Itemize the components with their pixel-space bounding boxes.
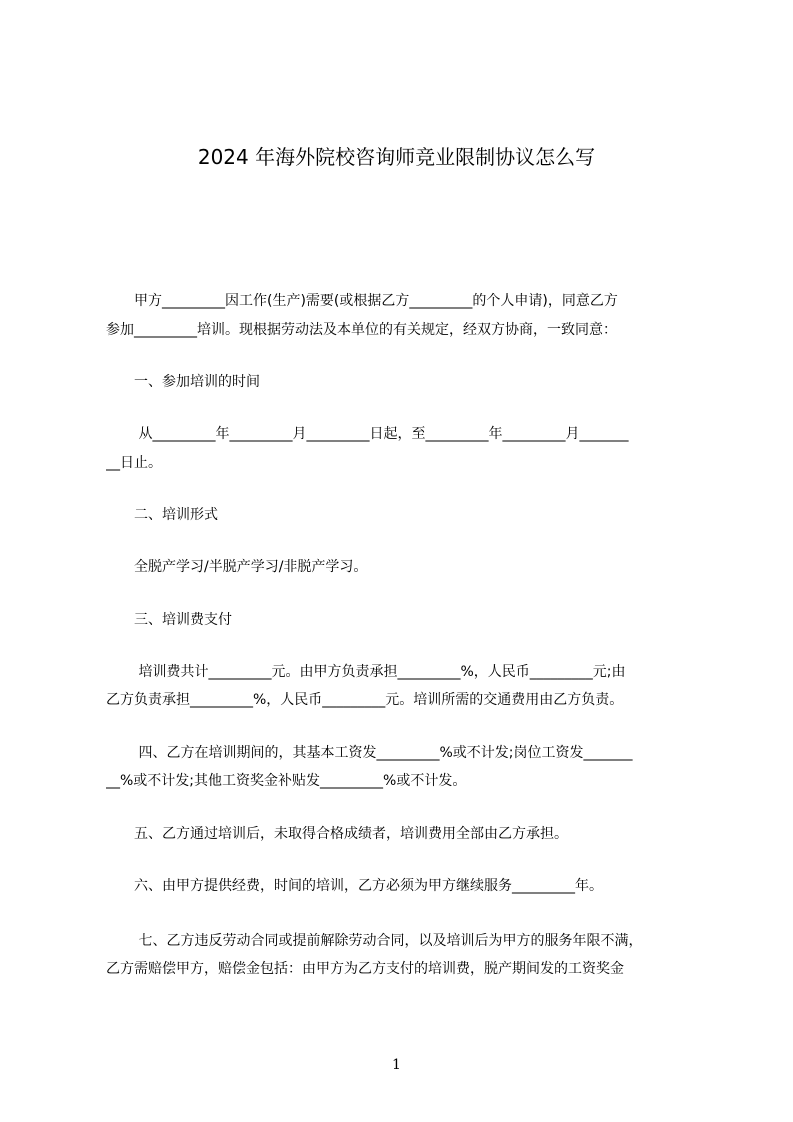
section-fail-clause: 五、乙方通过培训后，未取得合格成绩者，培训费用全部由乙方承担。 xyxy=(106,826,568,842)
section-wage-line-2: __%或不计发;其他工资奖金补贴发_________%或不计发。 xyxy=(106,773,467,789)
section-wage-line-1: 四、乙方在培训期间的，其基本工资发_________%或不计发;岗位工资发_______ xyxy=(106,745,633,761)
section-form-body: 全脱产学习/半脱产学习/非脱产学习。 xyxy=(106,559,368,575)
document-title: 2024 年海外院校咨询师竞业限制协议怎么写 xyxy=(197,145,596,169)
section-fee-line-2: 乙方负责承担_________%，人民币_________元。培训所需的交通费用由乙方负责。 xyxy=(106,692,624,708)
section-heading-fee: 三、培训费支付 xyxy=(106,612,232,628)
intro-line-1: 甲方_________因工作(生产)需要(或根据乙方_________的个人申请)，同意乙方 xyxy=(106,293,618,309)
section-time-line-1: 从_________年_________月_________日起，至_________年_________月_______ xyxy=(106,426,629,442)
section-time-line-2: __日止。 xyxy=(106,455,162,471)
section-heading-time: 一、参加培训的时间 xyxy=(106,374,260,390)
section-service-clause: 六、由甲方提供经费，时间的培训，乙方必须为甲方继续服务_________年。 xyxy=(106,878,603,894)
section-breach-line-1: 七、乙方违反劳动合同或提前解除劳动合同，以及培训后为甲方的服务年限不满， xyxy=(106,933,643,949)
section-fee-line-1: 培训费共计_________元。由甲方负责承担_________%，人民币_________元;由 xyxy=(106,664,626,680)
section-heading-form: 二、培训形式 xyxy=(106,507,218,523)
section-breach-line-2: 乙方需赔偿甲方，赔偿金包括：由甲方为乙方支付的培训费，脱产期间发的工资奖金 xyxy=(106,961,624,977)
intro-line-2: 参加_________培训。现根据劳动法及本单位的有关规定，经双方协商，一致同意： xyxy=(106,322,617,338)
page-number: 1 xyxy=(392,1057,401,1073)
